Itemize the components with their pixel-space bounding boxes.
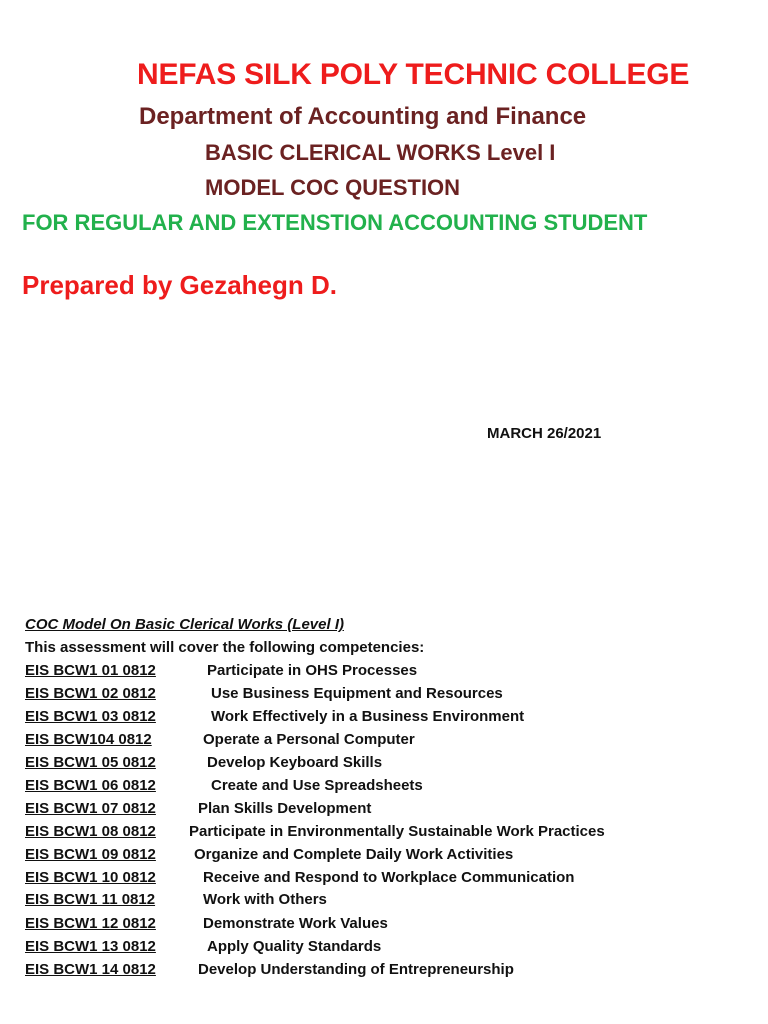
competency-title: Work Effectively in a Business Environment bbox=[211, 708, 525, 725]
competency-code: EIS BCW1 01 0812 bbox=[25, 662, 156, 679]
competency-title: Participate in OHS Processes bbox=[207, 662, 418, 679]
prepared-by: Prepared by Gezahegn D. bbox=[22, 270, 337, 300]
competency-title: Demonstrate Work Values bbox=[203, 915, 388, 932]
competency-title: Develop Keyboard Skills bbox=[207, 754, 383, 771]
college-name: NEFAS SILK POLY TECHNIC COLLEGE bbox=[137, 58, 690, 91]
competency-code: EIS BCW1 09 0812 bbox=[25, 846, 156, 863]
audience-line: FOR REGULAR AND EXTENSTION ACCOUNTING STUDENT bbox=[22, 210, 648, 235]
competency-code: EIS BCW1 02 0812 bbox=[25, 685, 156, 702]
competency-section-title: COC Model On Basic Clerical Works (Level I) bbox=[25, 616, 344, 633]
model-title: MODEL COC QUESTION bbox=[205, 175, 461, 200]
competency-code: EIS BCW1 07 0812 bbox=[25, 800, 156, 817]
competency-title: Develop Understanding of Entrepreneurship bbox=[198, 961, 514, 978]
competency-title: Use Business Equipment and Resources bbox=[211, 685, 503, 702]
competency-code: EIS BCW1 03 0812 bbox=[25, 708, 156, 725]
competency-code: EIS BCW1 10 0812 bbox=[25, 869, 156, 886]
competency-code: EIS BCW1 12 0812 bbox=[25, 915, 156, 932]
competency-title: Operate a Personal Computer bbox=[203, 731, 415, 748]
competency-intro: This assessment will cover the following competencies: bbox=[25, 639, 425, 656]
competency-title: Plan Skills Development bbox=[198, 800, 372, 817]
department-name: Department of Accounting and Finance bbox=[139, 103, 587, 130]
competency-title: Receive and Respond to Workplace Communication bbox=[203, 869, 575, 886]
competency-title: Create and Use Spreadsheets bbox=[211, 777, 423, 794]
competency-code: EIS BCW1 08 0812 bbox=[25, 823, 156, 840]
competency-code: EIS BCW1 05 0812 bbox=[25, 754, 156, 771]
competency-title: Participate in Environmentally Sustainable Work Practices bbox=[189, 823, 605, 840]
competency-title: Apply Quality Standards bbox=[207, 938, 382, 955]
competency-code: EIS BCW1 06 0812 bbox=[25, 777, 156, 794]
competency-code: EIS BCW1 14 0812 bbox=[25, 961, 156, 978]
competency-code: EIS BCW1 11 0812 bbox=[25, 891, 156, 908]
competency-code: EIS BCW1 13 0812 bbox=[25, 938, 156, 955]
competency-code: EIS BCW104 0812 bbox=[25, 731, 152, 748]
document-date: MARCH 26/2021 bbox=[487, 425, 602, 442]
competency-title: Organize and Complete Daily Work Activities bbox=[194, 846, 514, 863]
course-title: BASIC CLERICAL WORKS Level I bbox=[205, 140, 556, 165]
competency-title: Work with Others bbox=[203, 891, 327, 908]
